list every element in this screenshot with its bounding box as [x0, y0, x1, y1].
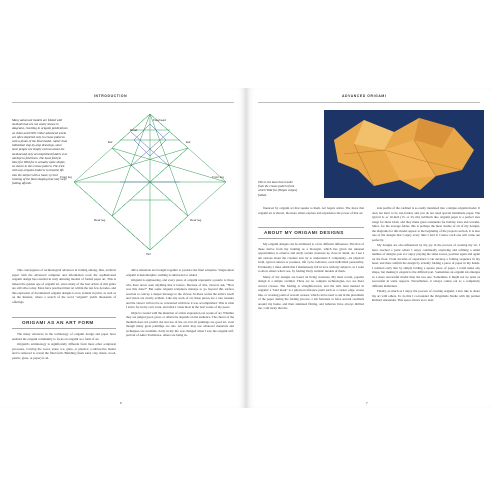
paragraph: Objects created with the intention of artists expression are works of art. Whether they are judged good, great, or otherwise depends on the audience. The choice of the medium does not predict the success of the art, but all paintings are good art, even though many great paintings are oils. An artist may use whatever materials and techniques are available. Early in my life was changed when I saw the origami self-portrait of Akira Yoshizawa, others are being in-	[126, 310, 235, 337]
header-rule-right	[258, 102, 480, 103]
paragraph: This convergence of technological advances in folding among, thus, archival paper with the advanced computer and information tools the sophisticated origami design has resulted in truly amazing models of folded paper art. This is indeed the golden age of origami art, since many of the best artists of this genre are still alive today. Most have practised their art within the last few decades, and this explosion of documented origami designs is now evident in print, as well as on the Internet, where a search of the word "origami" yields thousands of offerings.	[12, 268, 116, 304]
paragraph: Origami's terminology is significantly different from most other sculptural processes. Carving the wood, stone, ice, glass, or plastics; a subtractive matter and is removed to reveal the final form. Building (from sand, clay, metal, wood, plastic, glass, or paper) is ad-	[12, 342, 116, 360]
running-header-left: INTRODUCTION	[94, 94, 128, 98]
section-rule	[258, 238, 364, 239]
label-tail: Tail	[146, 252, 151, 256]
section-rule	[258, 227, 364, 228]
crease-pattern-svg	[60, 110, 240, 260]
paragraph: Many of my designs are based on living creatures. My most recent, popular design is a simple cardinal. There are no complex technologies, nor are there curved creases. The folding is straightforward, and the tails land marked in origami; a "land mark" is a physical reference point such as a corner, edge, crease line, or crossing point of several creases, which can be used to aid in the placement of the paper during the folding process. I am fortunate to have several cardinals around my home, and their animated flitting, and behavior have always thrilled me. I am lucky that the	[258, 274, 364, 310]
label-front-leg-left: Front leg	[60, 175, 72, 179]
left-column-2	[126, 268, 234, 339]
right-column-1b	[258, 242, 364, 312]
section-heading-designs: ABOUT MY ORIGAMI DESIGNS	[264, 230, 344, 235]
paragraph: Origami is engineering, and every piece of origami represents a puzzle to those who have never seen anything like it before. Because of this, viewers ask, "How was this done?" But some origami sculptures manage to go beyond this surface reaction to convey a deeper message to the viewer. In these works the artist's touch and vision are clearly evident. Like any work of art, these pieces are a rare treasure and the viewer will not be so concerned with how it was accomplished. This is what I strive for in my own work, and what I value most in the best works of my peers.	[126, 278, 234, 309]
photo-caption: This is the base that results from the crease pattern from which Wild fox (Vulpes vulpes) folded.	[258, 180, 298, 197]
crease-pattern-diagram	[60, 110, 240, 260]
left-page	[0, 88, 246, 408]
page-number-right: 7	[366, 401, 368, 405]
label-forehead: Forehead	[153, 118, 166, 122]
label-rear-leg-left: Rear leg	[94, 218, 106, 222]
crease-line	[74, 148, 188, 182]
label-ear: Ear	[186, 140, 191, 144]
header-rule-left	[12, 102, 234, 103]
paragraph: Finally, as much as I enjoy the process of creating origami, I also like to share my art with others. To do this I co-founded the Origamido Studio with my partner Richard Alexander. This space allows us to deal-	[372, 289, 480, 302]
paragraph: My origami designs can be attributed to a few different influences. The first of these derive from my training as a biologist, which has given me unusual opportunities to observe and study certain creatures up close in detail. As I see I am curious about the creature and try to understand it completely—its physical form, typical stances or postures, life cycle, behavior, even individual personality. Eventually, I must admit that I shamelessly fell in love with my subjects, as I want to show others what I see, by folding lively realistic models of them.	[258, 242, 364, 273]
label-front-leg-right: Front leg	[212, 175, 224, 179]
section-rule	[12, 317, 116, 318]
label-rear-leg-right: Rear leg	[190, 218, 202, 222]
paragraph: My designs are also influenced by my joy in the process of creating my art. I have reached a point where I enjoy continually exploring and refining a small number of designs, just as I enjoy playing the same scores, position again and again on the floor. From decades of experience I can develop a folding sequence in my head, and then confirm the design by actually folding a piece of paper in my hands. I realized early that by simply folding a square piece of paper, I could make any shape, but making it elegant is the difficult part. Sometimes an origami kit emerges as a more successful model than the last one. Sometimes it might not be quite as successful in some respects. Nevertheless, it always comes out as a completely different individual.	[372, 243, 480, 288]
right-page	[246, 88, 492, 408]
paragraph: fluenced by origami art that speaks to them. Art begets artists. The more that origami art is shown, the more others explore and experience the power of that art.	[258, 206, 364, 215]
section-heading-art-form: ORIGAMI AS AN ART FORM	[22, 320, 94, 325]
paragraph: side profile of the cardinal is so easily translated into a simple origami model. It does not have to be wet-folded, and you do not need special handmade paper. The typical 6- or 10-inch (15- or 25-cm) red/black duo origami paper is a perfect size range for these birds, and they make great ornaments for holiday trees and wreaths. Since, for the average folder, this is perhaps the most doable of all of my designs, the diagrams for this model appear at the beginning of the projects section. It is also one of the designs that I enjoy every time I fold it; I know each one will come out perfectly.	[372, 206, 480, 242]
fox-base-photo	[324, 110, 484, 198]
fox-base-image	[324, 110, 484, 198]
page-number-left: 6	[120, 401, 122, 405]
paragraph: ditive materials are brought together to produce the final sculpture. Single-sheet origami is metamorphic; nothing is subtracted or added.	[126, 268, 234, 277]
right-column-2	[372, 206, 480, 304]
left-column-1b	[12, 332, 116, 361]
running-header-right: ADVANCED ORIGAMI	[342, 94, 387, 98]
crease-pattern-caption: Many advanced models are folded with methods that are not easily shown in diagrams, resulting in origami publications on video and DVD. Other advanced works are often depicted only in crease patterns with a photo of the final model, rather than individual step-by-step drawings, since most people are simply curious about the method and only accomplished folders ever attempt to fold them. The bowl fold (in blue) for Wild fox is actually quite simple, as shown in this crease pattern. The trick with any origami model is to breathe life into the subject with a loose, lyrical twisting of the final shaping that only swift folding affords.	[12, 118, 68, 186]
right-column-1	[258, 206, 364, 216]
crease-line	[112, 148, 226, 182]
section-rule	[12, 328, 116, 329]
paragraph: The many advances in the technology of origami design and paper have enabled the origami community to focus on origami as a form of art.	[12, 332, 116, 341]
label-ear-left: Ear	[108, 140, 113, 144]
left-column-1	[12, 268, 116, 305]
label-head: Head	[130, 128, 138, 132]
